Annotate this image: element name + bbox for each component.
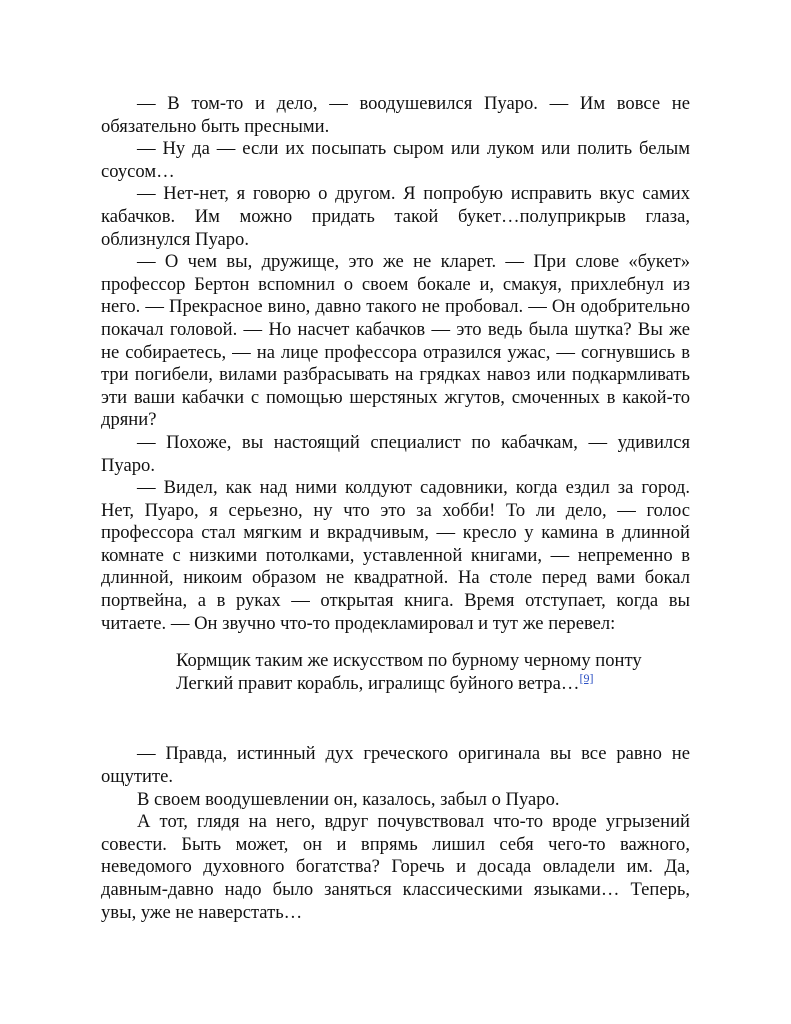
paragraph: — Нет-нет, я говорю о другом. Я попробую исправить вкус самих кабачков. Им можно придать такой букет…полуприкрыв глаза, облизнулся Пуаро. [101,183,690,250]
verse-quote [176,650,690,695]
paragraph: — В том-то и дело, — воодушевился Пуаро. — Им вовсе не обязательно быть пресными. [101,93,690,137]
verse-line-2 [176,670,690,696]
paragraph: А тот, глядя на него, вдруг почувствовал что-то вроде угрызений совести. Быть может, он и впрямь лишил себя чего-то важного, неведомого духовного богатства? Горечь и досада овладели им. Да, давным-давно надо было заняться классическими языками… Теперь, увы, уже не наверстать… [101,811,690,923]
paragraph: В своем воодушевлении он, казалось, забыл о Пуаро. [137,788,560,810]
paragraph: — Похоже, вы настоящий специалист по кабачкам, — удивился Пуаро. [101,431,690,476]
section-spacer [101,695,690,743]
paragraph: — Видел, как над ними колдуют садовники, когда ездил за город. Нет, Пуаро, я серьезно, ну что это за хобби! То ли дело, — голос профессора стал мягким и вкрадчивым, — кресло у камина в длинной комнате с низкими потолками, уставленной книгами, — непременно в длинной, никоим образом не квадратной. На столе перед вами бокал портвейна, а в руках — открытая книга. Время отступает, когда вы читаете. — Он звучно что-то продекламировал и тут же перевел: [101,477,690,634]
footnote-link[interactable]: [9] [579,670,594,685]
book-page [101,93,690,924]
paragraph: — Правда, истинный дух греческого оригинала вы все равно не ощутите. [101,743,690,788]
paragraph: — Ну да — если их посыпать сыром или луком или полить белым соусом… [101,138,690,182]
paragraph: — О чем вы, дружище, это же не кларет. — При слове «букет» профессор Бертон вспомнил о своем бокале и, смакуя, прихлебнул из него. — Прекрасное вино, давно такого не пробовал. — Он одобрительно покачал головой. — Но насчет кабачков — это ведь была шутка? Вы же не собираетесь, — на лице профессора отразился ужас, — согнувшись в три погибели, вилами разбрасывать на грядках навоз или подкармливать эти ваши кабачки с помощью шерстяных жгутов, смоченных в какой-то дряни? [101,251,690,431]
verse-line-2-text: Легкий правит корабль, игралищс буйного ветра… [176,672,580,694]
verse-line-1: Кормщик таким же искусством по бурному черному понту [176,650,642,672]
